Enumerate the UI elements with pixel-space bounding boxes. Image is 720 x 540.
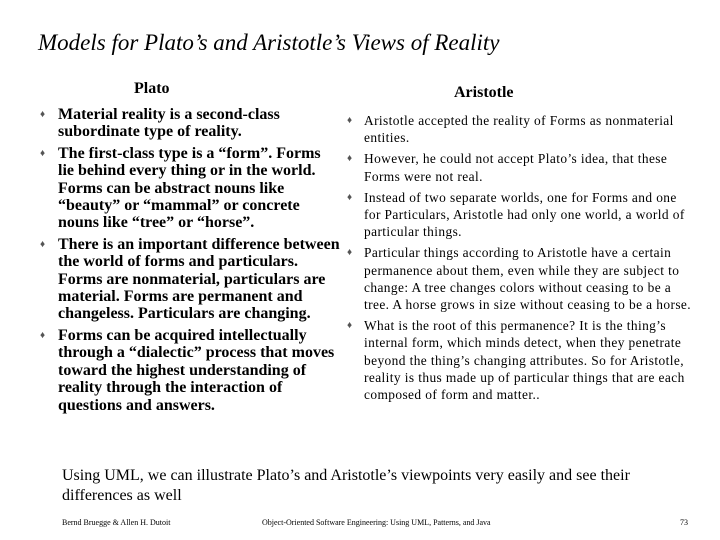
diamond-bullet-icon: ♦: [347, 191, 353, 203]
plato-bullet: [40, 236, 340, 323]
aristotle-bullet: [347, 150, 696, 184]
aristotle-bullet-text: What is the root of this permanence? It is the thing’s internal form, which minds detect, when they penetrate beyond the thing’s changing attributes. So for Aristotle, reality is thus made up of particular things that are each composed of form and matter..: [364, 318, 685, 403]
plato-heading: Plato: [134, 80, 170, 97]
plato-bullet: [40, 145, 340, 232]
plato-bullet-text: Forms can be acquired intellectually through a “dialectic” process that moves toward the highest understanding of reality through the interaction of questions and answers.: [58, 326, 335, 414]
plato-bullet: [40, 327, 340, 414]
plato-bullet-list: [40, 106, 340, 418]
diamond-bullet-icon: ♦: [347, 320, 353, 332]
uml-summary: Using UML, we can illustrate Plato’s and Aristotle’s viewpoints very easily and see their differences as well: [62, 467, 630, 504]
diamond-bullet-icon: ♦: [347, 115, 353, 126]
aristotle-bullet-text: Particular things according to Aristotle have a certain permanence about them, even while they are subject to change: A tree changes colors without ceasing to be a tree. A horse grows in size without ceasing to be a horse.: [364, 245, 692, 313]
aristotle-bullet-text: Aristotle accepted the reality of Forms as nonmaterial entities.: [364, 113, 674, 146]
footer-authors: Bernd Bruegge & Allen H. Dutoit: [62, 518, 171, 527]
footer-book-title: Object-Oriented Software Engineering: Using UML, Patterns, and Java: [262, 518, 491, 527]
aristotle-bullet: [347, 317, 696, 403]
plato-bullet-text: The first-class type is a “form”. Forms lie behind every thing or in the world. Forms can be abstract nouns like “beauty” or “mammal” or concrete nouns like “tree” or “horse”.: [58, 144, 321, 232]
aristotle-bullet: [347, 189, 696, 241]
diamond-bullet-icon: ♦: [40, 109, 46, 120]
plato-bullet: [40, 106, 340, 141]
footer-page-number: 73: [680, 518, 688, 527]
plato-bullet-text: Material reality is a second-class subordinate type of reality.: [58, 106, 280, 141]
aristotle-bullet-list: [347, 112, 696, 407]
aristotle-bullet-text: However, he could not accept Plato’s idea, that these Forms were not real.: [364, 151, 668, 184]
diamond-bullet-icon: ♦: [347, 153, 353, 165]
aristotle-bullet-text: Instead of two separate worlds, one for Forms and one for Particulars, Aristotle had only one world, a world of particular things.: [364, 189, 685, 240]
diamond-bullet-icon: ♦: [40, 238, 46, 250]
plato-bullet-text: There is an important difference between the world of forms and particulars. Forms are nonmaterial, particulars are material. Forms are permanent and changeless. Particulars are changing.: [58, 235, 340, 323]
diamond-bullet-icon: ♦: [40, 147, 46, 159]
aristotle-bullet: [347, 244, 696, 313]
aristotle-heading: Aristotle: [454, 84, 514, 101]
slide-title: Models for Plato’s and Aristotle’s Views of Reality: [38, 30, 500, 55]
diamond-bullet-icon: ♦: [40, 329, 46, 341]
aristotle-bullet: [347, 112, 696, 146]
diamond-bullet-icon: ♦: [347, 247, 353, 259]
